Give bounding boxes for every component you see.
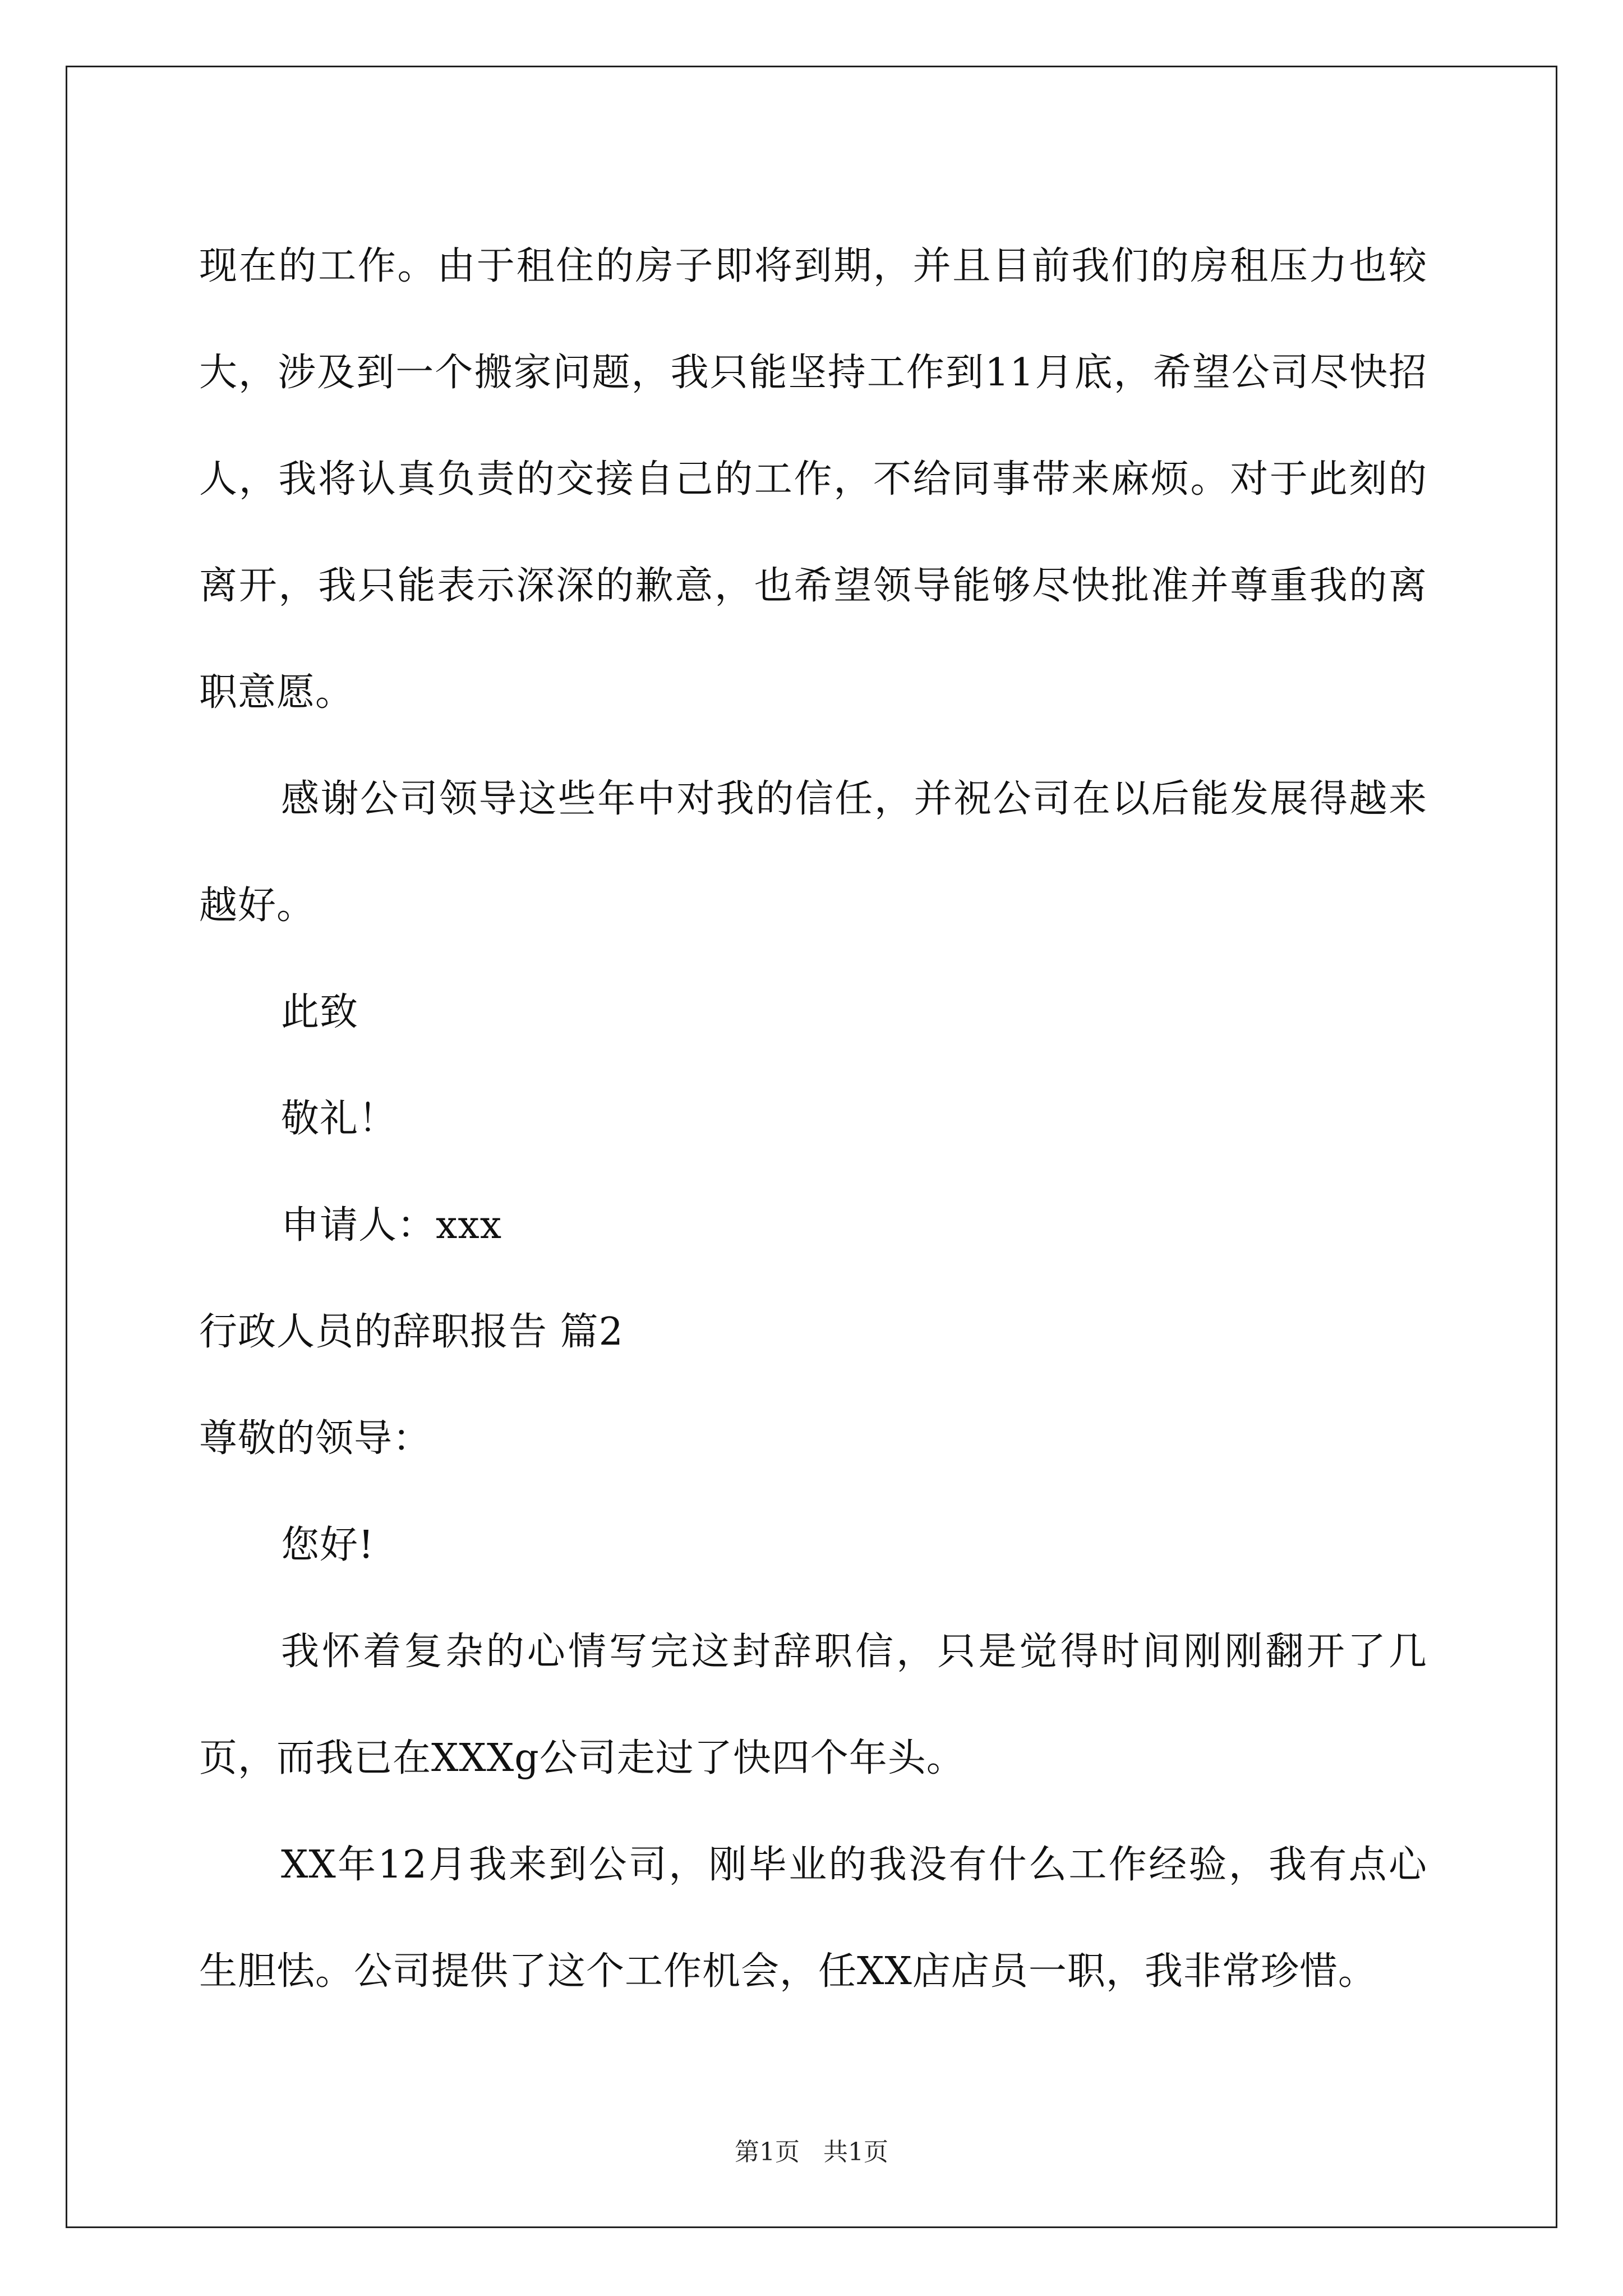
page-number-total: 共1页 [823, 2138, 888, 2166]
document-body [199, 213, 1427, 2025]
section-heading: 行政人员的辞职报告 篇2 [199, 1310, 624, 1354]
paragraph-4: XX年12月我来到公司，刚毕业的我没有什么工作经验，我有点心生胆怯。公司提供了这个工作机会，任XX店店员一职，我非常珍惜。 [199, 1843, 1427, 1994]
closing-regards: 敬礼！ [281, 1097, 398, 1141]
greeting: 尊敬的领导： [199, 1416, 432, 1461]
paragraph-3: 我怀着复杂的心情写完这封辞职信，只是觉得时间刚刚翻开了几页，而我已在XXXg公司走过了快四个年头。 [199, 1630, 1427, 1780]
page-footer [0, 2132, 1623, 2168]
paragraph-1: 现在的工作。由于租住的房子即将到期，并且目前我们的房租压力也较大，涉及到一个搬家问题，我只能坚持工作到11月底，希望公司尽快招人，我将认真负责的交接自己的工作，不给同事带来麻烦。对于此刻的离开，我只能表示深深的歉意，也希望领导能够尽快批准并尊重我的离职意愿。 [199, 244, 1427, 715]
applicant-signature: 申请人：xxx [281, 1203, 502, 1248]
page-number-current: 第1页 [735, 2138, 800, 2166]
closing-salutation: 此致 [281, 990, 359, 1034]
paragraph-2: 感谢公司领导这些年中对我的信任，并祝公司在以后能发展得越来越好。 [199, 777, 1427, 928]
greeting-hello: 您好! [281, 1523, 375, 1567]
